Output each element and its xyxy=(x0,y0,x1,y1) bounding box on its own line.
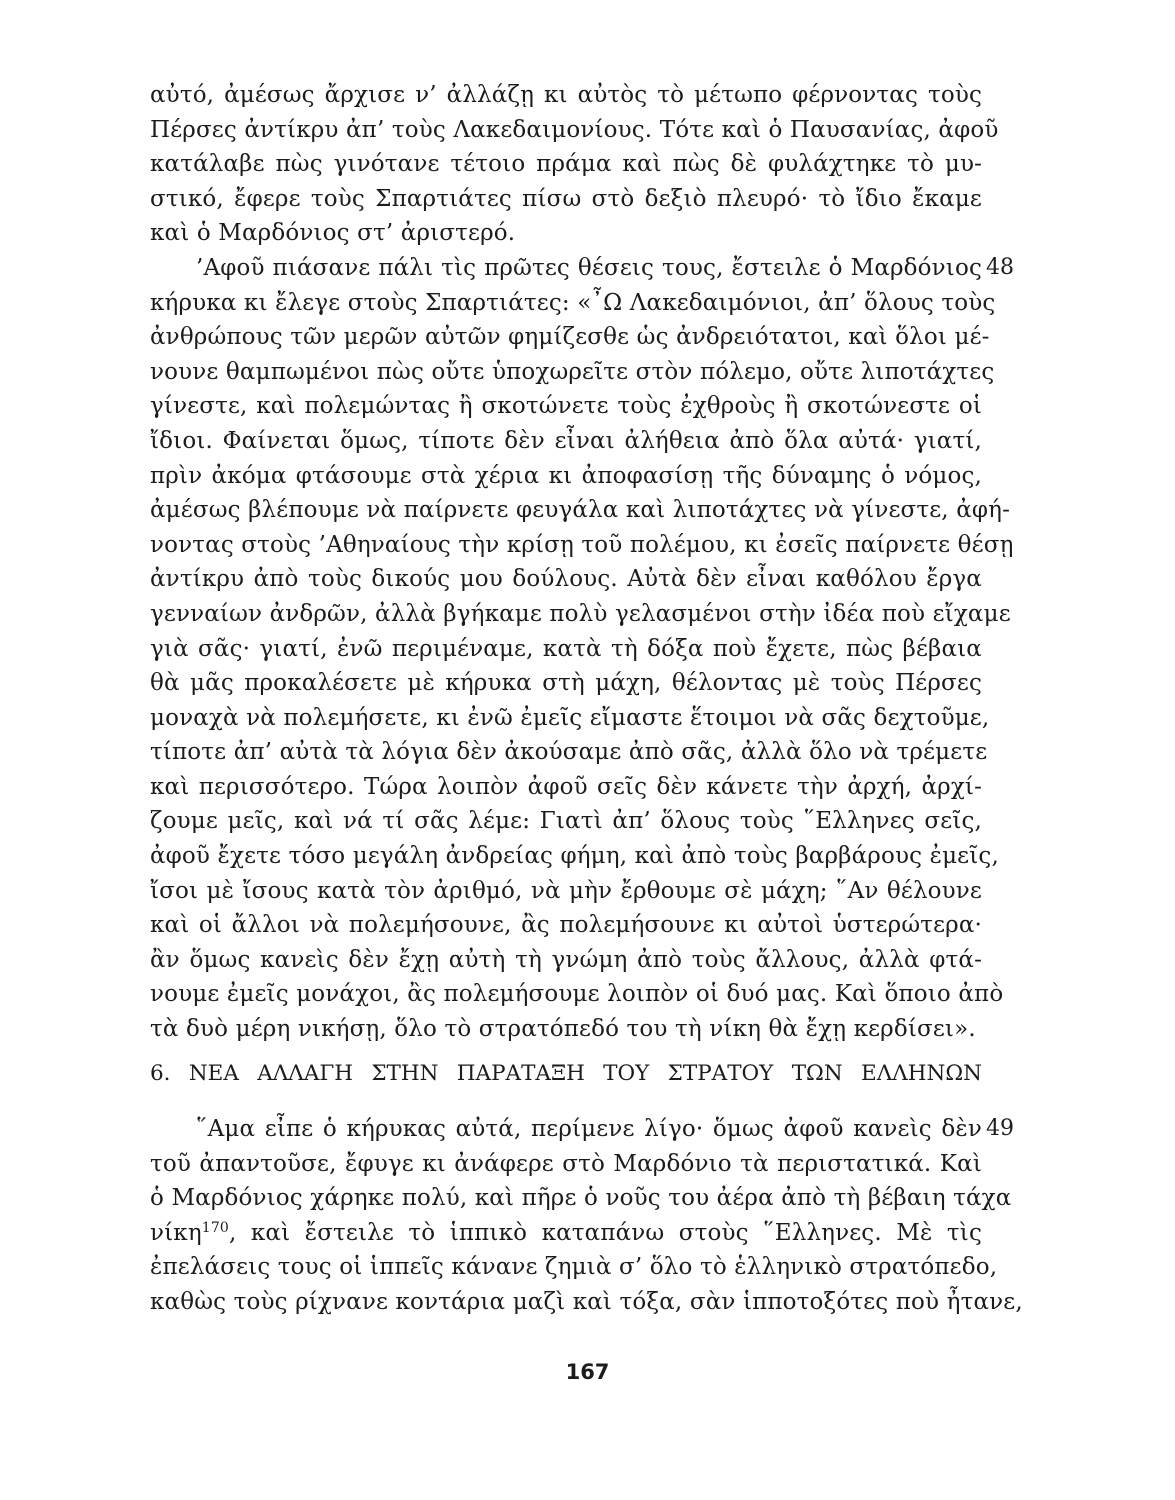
footnote-ref[interactable]: 170 xyxy=(201,1219,229,1236)
text-line: ῞Αμα εἶπε ὁ κήρυκας αὐτά, περίμενε λίγο· ὅμως ἀφοῦ κανεὶς δὲν xyxy=(196,1116,982,1142)
margin-chapter-number: 49 xyxy=(986,1116,1014,1141)
text-line: νοντας στοὺς ’Αθηναίους τὴν κρίσῃ τοῦ πολέμου, κι ἐσεῖς παίρνετε θέσῃ xyxy=(150,531,1014,558)
text-line: καὶ ὁ Μαρδόνιος στ’ ἀριστερό. xyxy=(150,220,516,247)
margin-chapter-number: 48 xyxy=(986,255,1014,280)
text-line: ζουμε μεῖς, καὶ νά τί σᾶς λέμε: Γιατὶ ἀπ’ ὅλους τοὺς ῞Ελληνες σεῖς, xyxy=(150,808,982,835)
text-line: ἀντίκρυ ἀπὸ τοὺς δικούς μου δούλους. Αὐτὰ δὲν εἶναι καθόλου ἔργα xyxy=(150,566,982,593)
text-line: κήρυκα κι ἔλεγε στοὺς Σπαρτιάτες: «῏Ω Λακεδαιμόνιοι, ἀπ’ ὅλους τοὺς xyxy=(150,289,996,316)
text-line: καθὼς τοὺς ρίχνανε κοντάρια μαζὶ καὶ τόξα, σὰν ἱπποτοξότες ποὺ ἦτανε, xyxy=(150,1288,1023,1315)
text-line: γιὰ σᾶς· γιατί, ἐνῶ περιμέναμε, κατὰ τὴ δόξα ποὺ ἔχετε, πὼς βέβαια xyxy=(150,635,982,662)
text-line: πρὶν ἀκόμα φτάσουμε στὰ χέρια κι ἀποφασίσῃ τῆς δύναμης ὁ νόμος, xyxy=(150,462,982,489)
text-line: στικό, ἔφερε τοὺς Σπαρτιάτες πίσω στὸ δεξιὸ πλευρό· τὸ ἴδιο ἔκαμε xyxy=(150,185,982,212)
text-line: ἀμέσως βλέπουμε νὰ παίρνετε φευγάλα καὶ λιποτάχτες νὰ γίνεστε, ἀφή- xyxy=(150,497,1011,524)
text-line: θὰ μᾶς προκαλέσετε μὲ κήρυκα στὴ μάχη, θέλοντας μὲ τοὺς Πέρσες xyxy=(150,670,982,697)
text-line: κατάλαβε πὼς γινότανε τέτοιο πράμα καὶ πὼς δὲ φυλάχτηκε τὸ μυ- xyxy=(150,151,982,178)
text-line: καὶ περισσότερο. Τώρα λοιπὸν ἀφοῦ σεῖς δὲν κάνετε τὴν ἀρχή, ἀρχί- xyxy=(150,773,982,800)
page-number: 167 xyxy=(565,1360,610,1384)
text-line: γενναίων ἀνδρῶν, ἀλλὰ βγήκαμε πολὺ γελασμένοι στὴν ἰδέα ποὺ εἴχαμε xyxy=(150,600,1011,627)
text-line: Πέρσες ἀντίκρυ ἀπ’ τοὺς Λακεδαιμονίους. Τότε καὶ ὁ Παυσανίας, ἀφοῦ xyxy=(150,116,999,143)
text-line: νουμε ἐμεῖς μονάχοι, ἂς πολεμήσουμε λοιπὸν οἱ δυό μας. Καὶ ὅποιο ἀπὸ xyxy=(150,981,1004,1008)
text-line: τοῦ ἀπαντοῦσε, ἔφυγε κι ἀνάφερε στὸ Μαρδόνιο τὰ περιστατικά. Καὶ xyxy=(150,1150,982,1177)
text-line: αὐτό, ἀμέσως ἄρχισε ν’ ἀλλάζῃ κι αὐτὸς τὸ μέτωπο φέρνοντας τοὺς xyxy=(150,82,982,108)
text-line: ἐπελάσεις τους οἱ ἱππεῖς κάνανε ζημιὰ σ’ ὅλο τὸ ἑλληνικὸ στρατόπεδο, xyxy=(150,1254,998,1281)
text-line: ὁ Μαρδόνιος χάρηκε πολύ, καὶ πῆρε ὁ νοῦς του ἀέρα ἀπὸ τὴ βέβαιη τάχα xyxy=(150,1185,1012,1212)
text-line: μοναχὰ νὰ πολεμήσετε, κι ἐνῶ ἐμεῖς εἴμαστε ἕτοιμοι νὰ σᾶς δεχτοῦμε, xyxy=(150,704,990,731)
text-segment: νίκη xyxy=(150,1219,202,1246)
text-segment: , καὶ ἔστειλε τὸ ἱππικὸ καταπάνω στοὺς ῞Ελληνες. Μὲ τὶς xyxy=(228,1219,982,1246)
text-line: ἀφοῦ ἔχετε τόσο μεγάλη ἀνδρείας φήμη, καὶ ἀπὸ τοὺς βαρβάρους ἐμεῖς, xyxy=(150,843,999,870)
text-line: ἴσοι μὲ ἴσους κατὰ τὸν ἀριθμό, νὰ μὴν ἔρθουμε σὲ μάχη; ῞Αν θέλουνε xyxy=(150,877,982,904)
text-line: τὰ δυὸ μέρη νικήσῃ, ὅλο τὸ στρατόπεδό του τὴ νίκη θὰ ἔχῃ κερδίσει». xyxy=(150,1016,976,1043)
text-line: ’Αφοῦ πιάσανε πάλι τὶς πρῶτες θέσεις τους, ἔστειλε ὁ Μαρδόνιος xyxy=(196,254,982,281)
text-line: καὶ οἱ ἄλλοι νὰ πολεμήσουνε, ἂς πολεμήσουνε κι αὐτοὶ ὑστερώτερα· xyxy=(150,912,982,939)
text-line: γίνεστε, καὶ πολεμώντας ἢ σκοτώνετε τοὺς ἐχθροὺς ἢ σκοτώνεστε οἱ xyxy=(150,393,982,420)
text-line: ἴδιοι. Φαίνεται ὅμως, τίποτε δὲν εἶναι ἀλήθεια ἀπὸ ὅλα αὐτά· γιατί, xyxy=(150,427,982,454)
section-heading: 6. ΝΕΑ ΑΛΛΑΓΗ ΣΤΗΝ ΠΑΡΑΤΑΞΗ ΤΟΥ ΣΤΡΑΤΟΥ ΤΩΝ ΕΛΛΗΝΩΝ xyxy=(150,1061,982,1086)
text-line: τίποτε ἀπ’ αὐτὰ τὰ λόγια δὲν ἀκούσαμε ἀπὸ σᾶς, ἀλλὰ ὅλο νὰ τρέμετε xyxy=(150,739,988,766)
text-line: ἂν ὅμως κανεὶς δὲν ἔχῃ αὐτὴ τὴ γνώμη ἀπὸ τοὺς ἄλλους, ἀλλὰ φτά- xyxy=(150,946,982,973)
text-line-with-footnote xyxy=(150,1216,982,1251)
text-line: νουνε θαμπωμένοι πὼς οὔτε ὑποχωρεῖτε στὸν πόλεμο, οὔτε λιποτάχτες xyxy=(150,358,995,385)
text-line: ἀνθρώπους τῶν μερῶν αὐτῶν φημίζεσθε ὡς ἀνδρειότατοι, καὶ ὅλοι μέ- xyxy=(150,324,990,351)
